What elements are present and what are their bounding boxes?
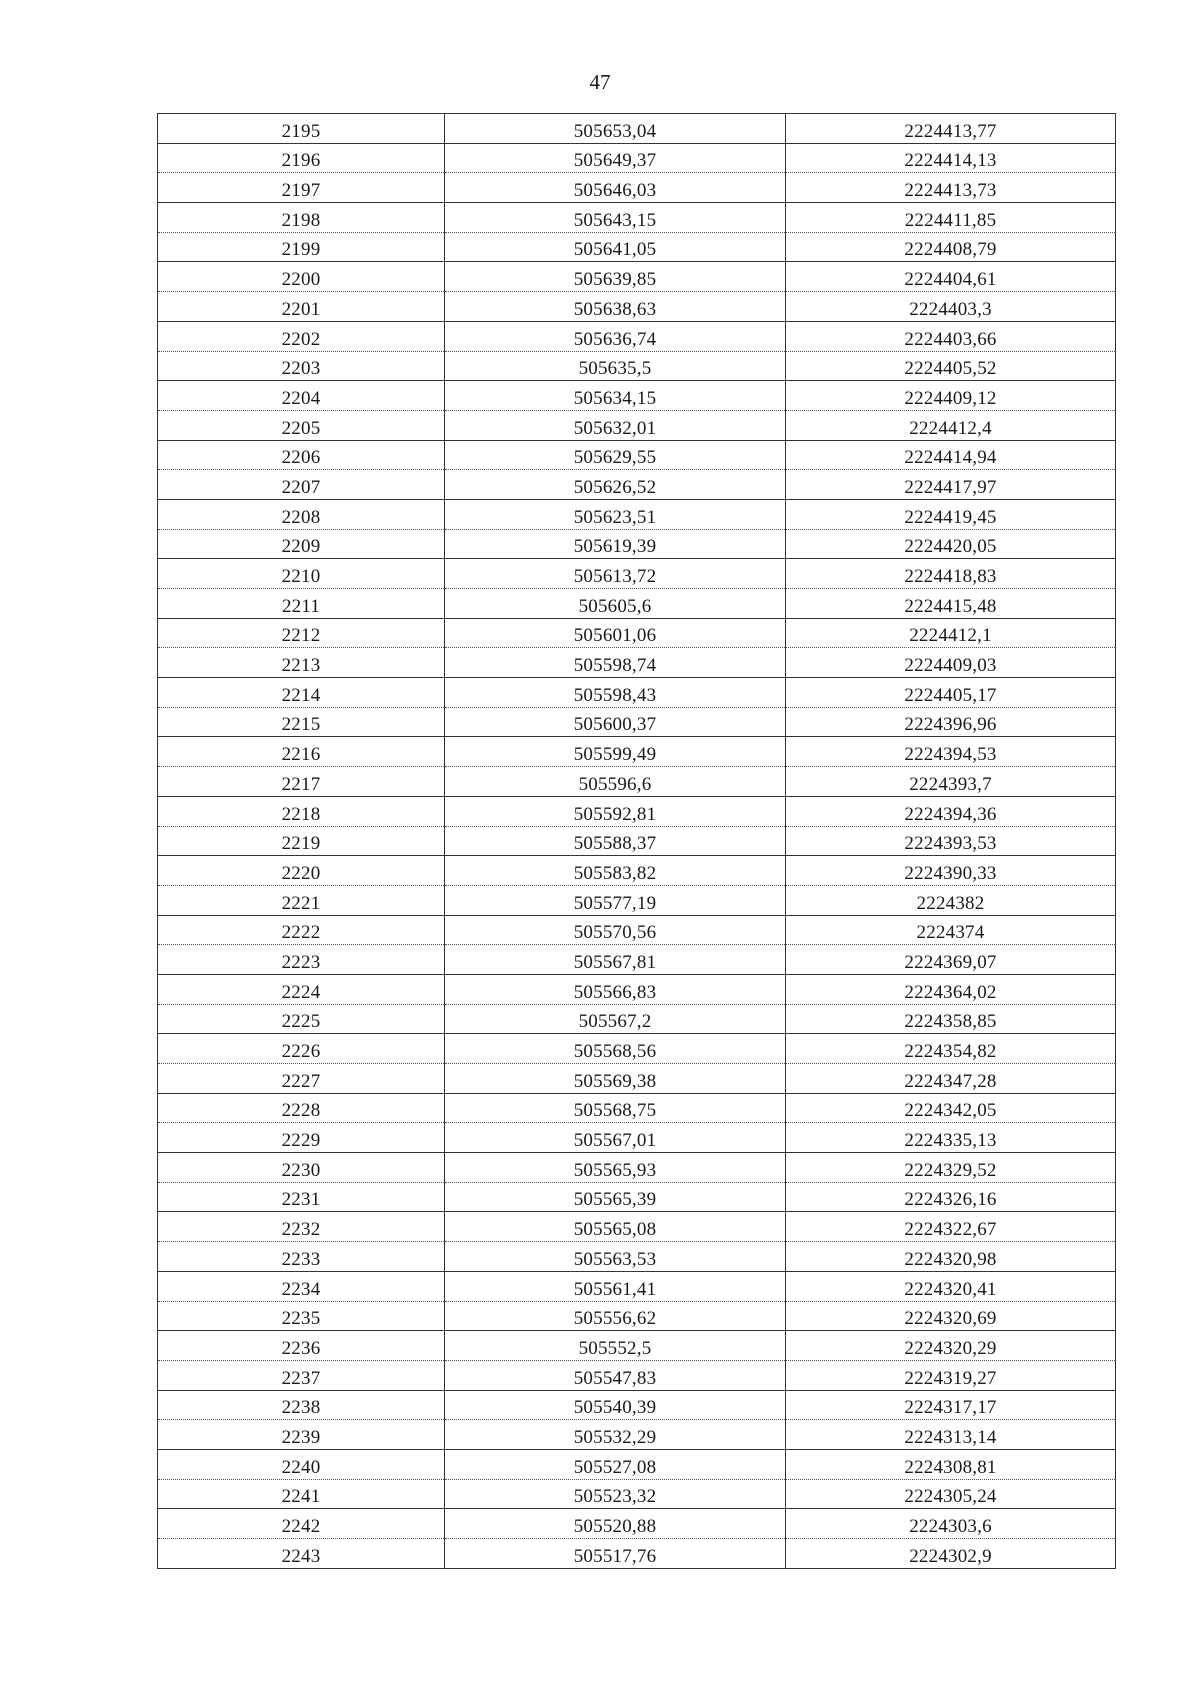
x-coordinate-cell: 505570,56 xyxy=(445,915,786,945)
y-coordinate-cell: 2224320,41 xyxy=(786,1271,1116,1301)
x-coordinate-cell: 505567,2 xyxy=(445,1004,786,1034)
x-coordinate-cell: 505623,51 xyxy=(445,499,786,529)
table-row xyxy=(158,1301,1116,1331)
x-coordinate-cell: 505653,04 xyxy=(445,114,786,144)
coordinates-table xyxy=(157,113,1116,1569)
point-number-cell: 2212 xyxy=(158,618,445,648)
point-number-cell: 2214 xyxy=(158,678,445,708)
point-number-cell: 2232 xyxy=(158,1212,445,1242)
y-coordinate-cell: 2224408,79 xyxy=(786,232,1116,262)
x-coordinate-cell: 505532,29 xyxy=(445,1420,786,1450)
x-coordinate-cell: 505552,5 xyxy=(445,1331,786,1361)
x-coordinate-cell: 505523,32 xyxy=(445,1479,786,1509)
table-row xyxy=(158,262,1116,292)
y-coordinate-cell: 2224305,24 xyxy=(786,1479,1116,1509)
x-coordinate-cell: 505527,08 xyxy=(445,1449,786,1479)
y-coordinate-cell: 2224409,03 xyxy=(786,648,1116,678)
point-number-cell: 2196 xyxy=(158,143,445,173)
y-coordinate-cell: 2224335,13 xyxy=(786,1123,1116,1153)
table-row xyxy=(158,1390,1116,1420)
table-row xyxy=(158,470,1116,500)
table-row xyxy=(158,1331,1116,1361)
point-number-cell: 2242 xyxy=(158,1509,445,1539)
table-row xyxy=(158,499,1116,529)
point-number-cell: 2231 xyxy=(158,1182,445,1212)
point-number-cell: 2229 xyxy=(158,1123,445,1153)
point-number-cell: 2227 xyxy=(158,1064,445,1094)
table-row xyxy=(158,440,1116,470)
x-coordinate-cell: 505520,88 xyxy=(445,1509,786,1539)
x-coordinate-cell: 505605,6 xyxy=(445,589,786,619)
x-coordinate-cell: 505619,39 xyxy=(445,529,786,559)
x-coordinate-cell: 505649,37 xyxy=(445,143,786,173)
x-coordinate-cell: 505561,41 xyxy=(445,1271,786,1301)
x-coordinate-cell: 505639,85 xyxy=(445,262,786,292)
point-number-cell: 2208 xyxy=(158,499,445,529)
point-number-cell: 2213 xyxy=(158,648,445,678)
x-coordinate-cell: 505540,39 xyxy=(445,1390,786,1420)
table-row xyxy=(158,1034,1116,1064)
y-coordinate-cell: 2224322,67 xyxy=(786,1212,1116,1242)
x-coordinate-cell: 505577,19 xyxy=(445,885,786,915)
point-number-cell: 2237 xyxy=(158,1360,445,1390)
page-number: 47 xyxy=(589,70,611,94)
x-coordinate-cell: 505565,39 xyxy=(445,1182,786,1212)
table-row xyxy=(158,1420,1116,1450)
table-row xyxy=(158,1064,1116,1094)
table-row xyxy=(158,1539,1116,1569)
point-number-cell: 2241 xyxy=(158,1479,445,1509)
table-row xyxy=(158,648,1116,678)
point-number-cell: 2200 xyxy=(158,262,445,292)
table-row xyxy=(158,410,1116,440)
y-coordinate-cell: 2224412,4 xyxy=(786,410,1116,440)
table-row xyxy=(158,707,1116,737)
table-row xyxy=(158,143,1116,173)
x-coordinate-cell: 505592,81 xyxy=(445,796,786,826)
y-coordinate-cell: 2224394,36 xyxy=(786,796,1116,826)
x-coordinate-cell: 505646,03 xyxy=(445,173,786,203)
y-coordinate-cell: 2224358,85 xyxy=(786,1004,1116,1034)
y-coordinate-cell: 2224308,81 xyxy=(786,1449,1116,1479)
y-coordinate-cell: 2224342,05 xyxy=(786,1093,1116,1123)
x-coordinate-cell: 505583,82 xyxy=(445,856,786,886)
point-number-cell: 2210 xyxy=(158,559,445,589)
point-number-cell: 2211 xyxy=(158,589,445,619)
x-coordinate-cell: 505629,55 xyxy=(445,440,786,470)
y-coordinate-cell: 2224347,28 xyxy=(786,1064,1116,1094)
point-number-cell: 2234 xyxy=(158,1271,445,1301)
y-coordinate-cell: 2224390,33 xyxy=(786,856,1116,886)
point-number-cell: 2205 xyxy=(158,410,445,440)
x-coordinate-cell: 505568,56 xyxy=(445,1034,786,1064)
point-number-cell: 2197 xyxy=(158,173,445,203)
x-coordinate-cell: 505565,08 xyxy=(445,1212,786,1242)
point-number-cell: 2203 xyxy=(158,351,445,381)
y-coordinate-cell: 2224414,13 xyxy=(786,143,1116,173)
y-coordinate-cell: 2224303,6 xyxy=(786,1509,1116,1539)
y-coordinate-cell: 2224317,17 xyxy=(786,1390,1116,1420)
point-number-cell: 2240 xyxy=(158,1449,445,1479)
y-coordinate-cell: 2224326,16 xyxy=(786,1182,1116,1212)
table-row xyxy=(158,559,1116,589)
point-number-cell: 2239 xyxy=(158,1420,445,1450)
table-row xyxy=(158,767,1116,797)
point-number-cell: 2195 xyxy=(158,114,445,144)
y-coordinate-cell: 2224413,73 xyxy=(786,173,1116,203)
table-row xyxy=(158,529,1116,559)
y-coordinate-cell: 2224418,83 xyxy=(786,559,1116,589)
y-coordinate-cell: 2224412,1 xyxy=(786,618,1116,648)
table-row xyxy=(158,1509,1116,1539)
point-number-cell: 2207 xyxy=(158,470,445,500)
table-row xyxy=(158,945,1116,975)
x-coordinate-cell: 505566,83 xyxy=(445,974,786,1004)
y-coordinate-cell: 2224415,48 xyxy=(786,589,1116,619)
y-coordinate-cell: 2224393,53 xyxy=(786,826,1116,856)
y-coordinate-cell: 2224320,98 xyxy=(786,1242,1116,1272)
point-number-cell: 2199 xyxy=(158,232,445,262)
y-coordinate-cell: 2224393,7 xyxy=(786,767,1116,797)
x-coordinate-cell: 505563,53 xyxy=(445,1242,786,1272)
point-number-cell: 2201 xyxy=(158,292,445,322)
y-coordinate-cell: 2224396,96 xyxy=(786,707,1116,737)
table-row xyxy=(158,1004,1116,1034)
table-row xyxy=(158,796,1116,826)
table-row xyxy=(158,618,1116,648)
point-number-cell: 2243 xyxy=(158,1539,445,1569)
point-number-cell: 2217 xyxy=(158,767,445,797)
x-coordinate-cell: 505643,15 xyxy=(445,203,786,233)
y-coordinate-cell: 2224417,97 xyxy=(786,470,1116,500)
table-row xyxy=(158,974,1116,1004)
y-coordinate-cell: 2224382 xyxy=(786,885,1116,915)
table-row xyxy=(158,589,1116,619)
table-row xyxy=(158,826,1116,856)
x-coordinate-cell: 505567,81 xyxy=(445,945,786,975)
x-coordinate-cell: 505636,74 xyxy=(445,321,786,351)
point-number-cell: 2215 xyxy=(158,707,445,737)
x-coordinate-cell: 505632,01 xyxy=(445,410,786,440)
table-row xyxy=(158,1153,1116,1183)
point-number-cell: 2236 xyxy=(158,1331,445,1361)
x-coordinate-cell: 505596,6 xyxy=(445,767,786,797)
table-row xyxy=(158,1242,1116,1272)
x-coordinate-cell: 505517,76 xyxy=(445,1539,786,1569)
y-coordinate-cell: 2224419,45 xyxy=(786,499,1116,529)
point-number-cell: 2218 xyxy=(158,796,445,826)
y-coordinate-cell: 2224413,77 xyxy=(786,114,1116,144)
point-number-cell: 2204 xyxy=(158,381,445,411)
point-number-cell: 2224 xyxy=(158,974,445,1004)
table-row xyxy=(158,292,1116,322)
point-number-cell: 2202 xyxy=(158,321,445,351)
table-row xyxy=(158,381,1116,411)
table-row xyxy=(158,678,1116,708)
x-coordinate-cell: 505601,06 xyxy=(445,618,786,648)
x-coordinate-cell: 505634,15 xyxy=(445,381,786,411)
x-coordinate-cell: 505613,72 xyxy=(445,559,786,589)
x-coordinate-cell: 505598,74 xyxy=(445,648,786,678)
table-row xyxy=(158,232,1116,262)
point-number-cell: 2206 xyxy=(158,440,445,470)
table-row xyxy=(158,1212,1116,1242)
table-row xyxy=(158,173,1116,203)
point-number-cell: 2228 xyxy=(158,1093,445,1123)
y-coordinate-cell: 2224404,61 xyxy=(786,262,1116,292)
table-row xyxy=(158,1360,1116,1390)
table-row xyxy=(158,1479,1116,1509)
x-coordinate-cell: 505569,38 xyxy=(445,1064,786,1094)
x-coordinate-cell: 505588,37 xyxy=(445,826,786,856)
x-coordinate-cell: 505565,93 xyxy=(445,1153,786,1183)
x-coordinate-cell: 505599,49 xyxy=(445,737,786,767)
y-coordinate-cell: 2224364,02 xyxy=(786,974,1116,1004)
point-number-cell: 2233 xyxy=(158,1242,445,1272)
y-coordinate-cell: 2224354,82 xyxy=(786,1034,1116,1064)
x-coordinate-cell: 505568,75 xyxy=(445,1093,786,1123)
x-coordinate-cell: 505641,05 xyxy=(445,232,786,262)
point-number-cell: 2230 xyxy=(158,1153,445,1183)
x-coordinate-cell: 505600,37 xyxy=(445,707,786,737)
table-row xyxy=(158,1449,1116,1479)
y-coordinate-cell: 2224405,17 xyxy=(786,678,1116,708)
point-number-cell: 2238 xyxy=(158,1390,445,1420)
table-row xyxy=(158,915,1116,945)
x-coordinate-cell: 505635,5 xyxy=(445,351,786,381)
y-coordinate-cell: 2224369,07 xyxy=(786,945,1116,975)
y-coordinate-cell: 2224319,27 xyxy=(786,1360,1116,1390)
point-number-cell: 2222 xyxy=(158,915,445,945)
point-number-cell: 2235 xyxy=(158,1301,445,1331)
y-coordinate-cell: 2224302,9 xyxy=(786,1539,1116,1569)
y-coordinate-cell: 2224420,05 xyxy=(786,529,1116,559)
y-coordinate-cell: 2224374 xyxy=(786,915,1116,945)
y-coordinate-cell: 2224403,3 xyxy=(786,292,1116,322)
y-coordinate-cell: 2224320,69 xyxy=(786,1301,1116,1331)
table-row xyxy=(158,321,1116,351)
x-coordinate-cell: 505547,83 xyxy=(445,1360,786,1390)
coordinates-table-body xyxy=(158,114,1116,1569)
table-row xyxy=(158,1123,1116,1153)
y-coordinate-cell: 2224411,85 xyxy=(786,203,1116,233)
point-number-cell: 2225 xyxy=(158,1004,445,1034)
x-coordinate-cell: 505556,62 xyxy=(445,1301,786,1331)
x-coordinate-cell: 505598,43 xyxy=(445,678,786,708)
table-row xyxy=(158,885,1116,915)
point-number-cell: 2223 xyxy=(158,945,445,975)
x-coordinate-cell: 505626,52 xyxy=(445,470,786,500)
point-number-cell: 2220 xyxy=(158,856,445,886)
point-number-cell: 2226 xyxy=(158,1034,445,1064)
point-number-cell: 2209 xyxy=(158,529,445,559)
table-row xyxy=(158,1182,1116,1212)
y-coordinate-cell: 2224329,52 xyxy=(786,1153,1116,1183)
y-coordinate-cell: 2224394,53 xyxy=(786,737,1116,767)
table-row xyxy=(158,203,1116,233)
table-row xyxy=(158,737,1116,767)
table-row xyxy=(158,856,1116,886)
table-row xyxy=(158,1271,1116,1301)
x-coordinate-cell: 505567,01 xyxy=(445,1123,786,1153)
y-coordinate-cell: 2224403,66 xyxy=(786,321,1116,351)
y-coordinate-cell: 2224409,12 xyxy=(786,381,1116,411)
point-number-cell: 2198 xyxy=(158,203,445,233)
table-row xyxy=(158,114,1116,144)
point-number-cell: 2221 xyxy=(158,885,445,915)
y-coordinate-cell: 2224320,29 xyxy=(786,1331,1116,1361)
table-row xyxy=(158,351,1116,381)
point-number-cell: 2219 xyxy=(158,826,445,856)
y-coordinate-cell: 2224313,14 xyxy=(786,1420,1116,1450)
table-row xyxy=(158,1093,1116,1123)
y-coordinate-cell: 2224405,52 xyxy=(786,351,1116,381)
x-coordinate-cell: 505638,63 xyxy=(445,292,786,322)
point-number-cell: 2216 xyxy=(158,737,445,767)
y-coordinate-cell: 2224414,94 xyxy=(786,440,1116,470)
